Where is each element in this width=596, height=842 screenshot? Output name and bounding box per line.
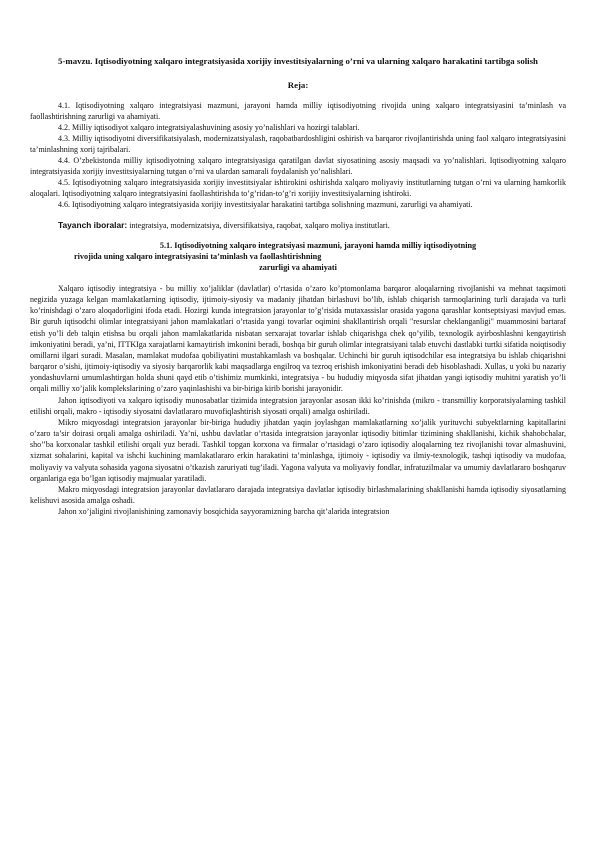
section-heading-line: rivojida uning xalqaro integratsiyasini ta’minlash va faollashtirishning: [74, 252, 322, 261]
plan-heading: Reja:: [287, 80, 309, 90]
plan-item: 4.6. Iqtisodiyotning xalqaro integratsiyasida xorijiy investitsiyalar harakatini tartibga solishning mazmuni, zarurligi va ahamiyati.: [58, 200, 473, 209]
document-title: 5-mavzu. Iqtisodiyotning xalqaro integratsiyasida xorijiy investitsiyalarning o’rni va ularning xalqaro harakatini tartibga solish: [58, 56, 538, 66]
plan-item: 4.1. Iqtisodiyotning xalqaro integratsiyasi mazmuni, jarayoni hamda milliy iqtisodiyotning rivojida uning xalqaro integratsiyasini ta’minlash va faollashtirishning zarurligi va ahamiyati.: [30, 101, 566, 121]
paragraph: Jahon iqtisodiyoti va xalqaro iqtisodiy munosabatlar tizimida integratsion jarayonlar asosan ikki ko’rinishda (mikro - transmilliy korporatsiyalarning tashkil etilishi orqali, makro - iqtisodiy siyosatni davlatlararo muvofiqlashtirish siyosati orqali) amalga oshiriladi.: [30, 395, 566, 416]
plan-list: [30, 100, 566, 210]
plan-item: 4.5. Iqtisodiyotning xalqaro integratsiyasida xorijiy investitsiyalar ishtirokini oshirishda xalqaro moliyaviy institutlarning tutgan o’rni va ularning hamkorlik aloqalari. Iqtisodiyotning xalqaro integratsiyasini faollashtirishda to’g’ridan-to’g’ri xorijiy investitsiyalarning ishtiroki.: [30, 178, 566, 198]
plan-item: 4.3. Milliy iqtisodiyotni diversifikatsiyalash, modernizatsiyalash, raqobatbardoshligini oshirish va barqaror rivojlantirishda uning faol xalqaro integratsiyasini ta’minlashning xorij tajribalari.: [30, 134, 566, 154]
paragraph: Xalqaro iqtisodiy integratsiya - bu milliy xo’jaliklar (davlatlar) o’rtasida o’zaro ko’ptomonlama barqaror aloqalarning rivojlanishi va mehnat taqsimoti negizida yuzaga kelgan mamlakatlarning iqtisodiy, ijtimoiy-siyosiy va madaniy jihatdan birlashuvi bo’lib, ishlab chiqarish tarmoqlarining turli darajada va turli ko’rinishdagi o’zaro aloqadorligini ifoda etadi. Hozirgi kunda integratsion jarayonlar to’g’risida mutaxassislar orasida yagona qarashlar kontseptsiyasi mavjud emas. Bir guruh iqtisodchi olimlar integratsiyani jahon mamlakatlari o’rtasida yangi tovarlar oqimini shakllantirish orqali "resurslar cheklanganligi" muammosini bartaraf etish yo’li deb talqin etishsa bu orqali jahon mamlakatlarida nisbatan serxarajat tovarlar ishlab chiqarishga chek qo’yilib, texnologik ayirboshlashni kengaytirish imkoniyatini beradi, ya’ni, ITTKIga xarajatlarni kamaytirish imkonini beradi, boshqa bir guruh olimlar integratsiyani talab etuvchi dastlabki turtki sifatida noiqtisodiy omillarni ilgari suradi. Masalan, mamlakat mudofaa qobiliyatini mustahkamlash va boshqalar. Uchinchi bir guruh iqtisodchilar esa integratsiya bu ishlab chiqarishni barqaror o’sishi, ijtimoiy-iqtisodiy va siyosiy barqarorlik kabi maqsadlarga engilroq va tezroq erishish imkoniyatini beradi deb hisoblashadi. Xullas, u yoki bu nazariy yondashuvlarni umumlashtirgan holda shuni qayd etib o’tishimiz mumkinki, integratsiya - bu hududiy miqyosda sifat jihatdan yangi iqtisodiy muhitni yaratish yo’li orqali milliy xo’jalik komplekslarining o’zaro yaqinlashishi va bir-biriga kirib borishi jarayonidir.: [30, 284, 566, 394]
section-heading: [30, 240, 566, 273]
section-heading-line: 5.1. Iqtisodiyotning xalqaro integratsiyasi mazmuni, jarayoni hamda milliy iqtisodiyotning: [159, 241, 477, 250]
keywords-line: [30, 220, 566, 231]
section-heading-line: zarurligi va ahamiyati: [259, 263, 337, 272]
body-text: [30, 283, 566, 517]
plan-item: 4.4. O’zbekistonda milliy iqtisodiyotning xalqaro integratsiyasiga qaratilgan davlat siyosatining asosiy maqsadi va yo’nalishlari. Iqtisodiyotning xalqaro integratsiyasida xorijiy investitsiyalarning tutgan o’rni va ulardan samarali foydalanish yo’nalishlari.: [30, 156, 566, 176]
keywords-text: integratsiya, modernizatsiya, diversifikatsiya, raqobat, xalqaro moliya institutlari.: [127, 221, 390, 230]
plan-item: 4.2. Milliy iqtisodiyot xalqaro integratsiyalashuvining asosiy yo’nalishlari va hozirgi talablari.: [58, 123, 360, 132]
paragraph: Makro miqyosdagi integratsion jarayonlar davlatlararo darajada integratsiya davlatlar iqtisodiy birlashmalarining shakllanishi hamda iqtisodiy siyosatlarning kelishuvi asosida amalga oshadi.: [30, 484, 566, 505]
keywords-label: Tayanch iboralar:: [58, 220, 128, 230]
paragraph: Jahon xo’jaligini rivojlanishining zamonaviy bosqichida sayyoramizning barcha qit’alarida integratsion: [58, 507, 390, 517]
paragraph: Mikro miqyosdagi integratsion jarayonlar bir-biriga hududiy jihatdan yaqin joylashgan mamlakatlarning xo’jalik yurituvchi subyektlarning kapitallarini o’zaro ta’sir doirasi orqali amalga oshiriladi. Ya’ni, ushbu davlatlar o’rtasida integratsion jarayonlar iqtisodiy bitimlar tizimining shakllanishi, kichik shahobchalar, sho’’ba korxonalar tashkil etilishi orqali yuz beradi. Tashkil topgan korxona va firmalar o’rtasidagi o’zaro iqtisodiy aloqalarning tez rivojlanishi tovar almashuvini, xizmat sohalarini, kapital va ishchi kuchining mamlakatlararo erkin harakatini ta’minlashga, ijtimoiy - iqtisodiy va ilmiy-texnologik, tashqi iqtisodiy va mudofaa, moliyaviy va valyuta sohasida yagona siyosatni o’tkazish zaruriyati tug’iladi. Yagona valyuta va moliyaviy fondlar, infratuzilmalar va umumiy davlatlararo boshqaruv organlariga ega bo’lgan iqtisodiy majmualar yaratiladi.: [30, 417, 566, 483]
